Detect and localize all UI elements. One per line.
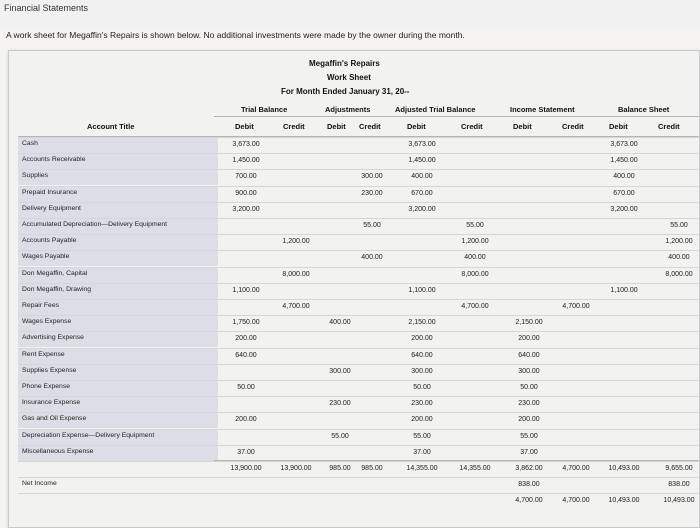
cell-atb-debit: 200.00 [411, 416, 433, 424]
cell-atb-debit: 300.00 [411, 367, 433, 375]
cell-is-debit: 55.00 [520, 432, 538, 440]
cell-is-debit: 2,150.00 [515, 319, 543, 327]
cell-atb-credit: 8,000.00 [461, 270, 489, 278]
cell-tb-credit: 13,900.00 [280, 465, 312, 472]
worksheet-title: Work Sheet [327, 73, 371, 82]
header-bs-credit: Credit [658, 122, 680, 131]
cell-bs-debit: 10,493.00 [608, 465, 640, 472]
account-title: Gas and Oil Expense [22, 415, 87, 423]
cell-atb-debit: 55.00 [413, 432, 431, 440]
band-balance-sheet: Balance Sheet [618, 105, 670, 114]
header-is-credit: Credit [562, 122, 584, 131]
cell-bs-credit: 8,000.00 [665, 270, 693, 278]
cell-tb-debit: 3,200.00 [232, 205, 260, 213]
cell-atb-credit: 4,700.00 [461, 303, 489, 310]
table-row [18, 283, 699, 300]
cell-is-debit: 300.00 [518, 367, 540, 375]
table-row [18, 396, 699, 413]
cell-adj-debit: 300.00 [329, 367, 351, 375]
table-row [18, 218, 699, 235]
header-adj-credit: Credit [359, 122, 381, 131]
cell-tb-debit: 700.00 [235, 173, 257, 181]
cell-adj-debit: 230.00 [329, 400, 351, 408]
cell-tb-debit: 1,100.00 [232, 286, 260, 294]
account-title: Insurance Expense [22, 399, 81, 407]
cell-adj-debit: 55.00 [331, 432, 349, 440]
cell-atb-credit: 400.00 [464, 254, 486, 262]
header-tb-credit: Credit [283, 122, 305, 131]
cell-is-debit: 37.00 [520, 448, 538, 456]
account-title: Wages Payable [22, 253, 70, 261]
cell-bs-credit: 1,200.00 [665, 238, 693, 246]
account-title: Supplies Expense [22, 366, 77, 374]
cell-bs-debit: 3,673.00 [610, 141, 638, 148]
account-title: Phone Expense [22, 383, 70, 390]
cell-tb-debit: 200.00 [235, 335, 257, 343]
cell-is-credit: 4,700.00 [562, 465, 590, 472]
worksheet-company: Megaffin's Repairs [309, 59, 380, 68]
table-row [18, 267, 699, 284]
account-title: Accumulated Depreciation—Delivery Equipment [22, 221, 168, 228]
account-title: Cash [22, 140, 38, 147]
cell-tb-debit: 37.00 [237, 448, 255, 456]
cell-tb-debit: 13,900.00 [230, 465, 262, 472]
cell-adj-credit: 55.00 [363, 222, 381, 229]
account-title: Advertising Expense [22, 334, 84, 342]
cell-is-debit: 640.00 [518, 351, 540, 359]
cell-atb-credit: 1,200.00 [461, 238, 489, 246]
band-divider [214, 116, 699, 117]
cell-atb-debit: 14,355.00 [406, 465, 438, 472]
cell-is-debit: 230.00 [518, 400, 540, 408]
table-row [18, 186, 699, 203]
table-row [18, 202, 699, 219]
cell-tb-debit: 50.00 [237, 384, 255, 391]
cell-adj-credit: 985.00 [361, 465, 383, 472]
cell-tb-credit: 8,000.00 [282, 270, 310, 278]
table-row [18, 412, 699, 429]
band-trial-balance: Trial Balance [241, 105, 288, 114]
table-row [18, 315, 699, 332]
cell-bs-credit: 10,493.00 [663, 497, 695, 505]
header-tb-debit: Debit [235, 122, 254, 131]
account-title: Prepaid Insurance [22, 188, 78, 196]
cell-is-debit: 50.00 [520, 384, 538, 391]
cell-adj-debit: 400.00 [329, 319, 351, 327]
table-row [18, 461, 699, 478]
cell-tb-debit: 640.00 [235, 351, 257, 359]
header-atb-debit: Debit [407, 122, 426, 131]
cell-atb-debit: 400.00 [411, 173, 433, 181]
band-adjusted-trial-balance: Adjusted Trial Balance [395, 105, 476, 114]
cell-is-debit: 200.00 [518, 416, 540, 424]
page-header [0, 0, 700, 28]
cell-is-debit: 838.00 [518, 481, 540, 489]
cell-atb-debit: 2,150.00 [408, 319, 436, 327]
cell-tb-debit: 200.00 [235, 416, 257, 424]
band-income-statement: Income Statement [510, 105, 575, 114]
cell-bs-credit: 55.00 [670, 222, 688, 229]
table-row [18, 250, 699, 267]
cell-bs-credit: 838.00 [668, 481, 690, 489]
cell-tb-debit: 1,450.00 [232, 157, 260, 165]
cell-atb-debit: 50.00 [413, 384, 431, 391]
cell-is-credit: 4,700.00 [562, 497, 590, 505]
cell-atb-debit: 230.00 [411, 400, 433, 408]
cell-is-debit: 4,700.00 [515, 497, 543, 505]
cell-bs-debit: 1,100.00 [610, 286, 638, 294]
header-atb-credit: Credit [461, 122, 483, 131]
cell-adj-credit: 400.00 [361, 254, 383, 262]
account-title: Miscellaneous Expense [22, 447, 94, 455]
cell-bs-credit: 400.00 [668, 254, 690, 262]
table-row [18, 477, 699, 494]
totals-rule [214, 460, 699, 461]
table-row [18, 169, 699, 186]
cell-bs-debit: 1,450.00 [610, 157, 638, 165]
band-adjustments: Adjustments [325, 105, 371, 114]
cell-atb-debit: 1,450.00 [408, 157, 436, 165]
account-title: Accounts Payable [22, 237, 77, 245]
header-adj-debit: Debit [327, 122, 346, 131]
table-row [18, 331, 699, 348]
cell-tb-credit: 4,700.00 [282, 303, 310, 310]
table-row [18, 153, 699, 170]
account-title: Don Megaffin, Capital [22, 269, 88, 277]
cell-atb-debit: 640.00 [411, 351, 433, 359]
cell-adj-credit: 300.00 [361, 173, 383, 181]
cell-is-credit: 4,700.00 [562, 303, 590, 310]
header-bs-debit: Debit [609, 122, 628, 131]
table-row [18, 348, 699, 365]
table-row [18, 493, 699, 510]
account-title: Repair Fees [22, 302, 60, 309]
cell-atb-credit: 55.00 [466, 222, 484, 229]
table-row [18, 364, 699, 381]
table-row [18, 380, 699, 397]
cell-atb-debit: 200.00 [411, 335, 433, 343]
cell-atb-debit: 3,200.00 [408, 205, 436, 213]
table-row [18, 299, 699, 316]
cell-tb-debit: 3,673.00 [232, 141, 260, 148]
problem-instructions: A work sheet for Megaffin's Repairs is shown below. No additional investments were made by the owner during the month. [6, 30, 465, 40]
cell-bs-debit: 400.00 [613, 173, 635, 181]
cell-adj-debit: 985.00 [329, 465, 351, 472]
worksheet [8, 50, 700, 528]
header-is-debit: Debit [513, 122, 532, 131]
cell-adj-credit: 230.00 [361, 189, 383, 197]
account-title: Supplies [22, 172, 49, 180]
cell-atb-debit: 1,100.00 [408, 286, 436, 294]
cell-tb-debit: 1,750.00 [232, 319, 260, 327]
header-account-title: Account Title [87, 122, 135, 131]
cell-bs-debit: 670.00 [613, 189, 635, 197]
account-title: Wages Expense [22, 318, 72, 326]
page-title: Financial Statements [4, 3, 89, 13]
cell-atb-debit: 3,673.00 [408, 141, 436, 148]
account-title: Depreciation Expense—Delivery Equipment [22, 431, 155, 439]
cell-bs-debit: 3,200.00 [610, 205, 638, 213]
cell-is-debit: 3,862.00 [515, 465, 543, 472]
table-row [18, 429, 699, 446]
cell-tb-debit: 900.00 [235, 189, 257, 197]
worksheet-period: For Month Ended January 31, 20-- [281, 87, 410, 96]
account-title: Accounts Receivable [22, 156, 86, 164]
cell-tb-credit: 1,200.00 [282, 238, 310, 246]
account-title: Delivery Equipment [22, 204, 81, 212]
cell-is-debit: 200.00 [518, 335, 540, 343]
cell-bs-debit: 10,493.00 [608, 497, 640, 505]
account-title: Net Income [22, 480, 57, 488]
cell-bs-credit: 9,655.00 [665, 465, 693, 472]
cell-atb-credit: 14,355.00 [459, 465, 491, 472]
account-title: Rent Expense [22, 350, 65, 358]
account-title: Don Megaffin, Drawing [22, 285, 92, 293]
table-row [18, 137, 699, 154]
cell-atb-debit: 670.00 [411, 189, 433, 197]
cell-atb-debit: 37.00 [413, 448, 431, 456]
table-row [18, 234, 699, 251]
